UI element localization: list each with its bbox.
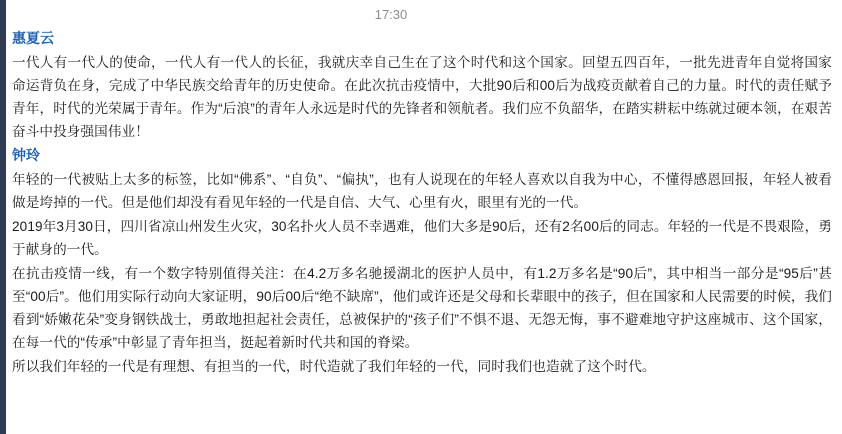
paragraph-huixiayun-1: 一代人有一代人的使命，一代人有一代人的长征，我就庆幸自己生在了这个时代和这个国家。回望五四百年，一批先进青年自觉将国家命运背负在身，完成了中华民族交给青年的历史使命。在此次抗击疫情中，大批90后和00后为战疫贡献着自己的力量。时代的责任赋予青年，时代的光荣属于青年。作为“后浪”的青年人永远是时代的先锋者和领航者。我们应不负韶华，在踏实耕耘中练就过硬本领，在艰苦奋斗中投身强国伟业！ xyxy=(12,55,832,139)
section-zhongling xyxy=(10,145,832,378)
paragraph-zhongling-1: 年轻的一代被贴上太多的标签，比如“佛系”、“自负”、“偏执”，也有人说现在的年轻人喜欢以自我为中心，不懂得感恩回报，年轻人被看做是垮掉的一代。但是他们却没有看见年轻的一代是自信、大气、心里有火，眼里有光的一代。 xyxy=(12,172,832,210)
paragraph-zhongling-3: 在抗击疫情一线，有一个数字特别值得关注：在4.2万多名驰援湖北的医护人员中，有1.2万多名是“90后”，其中相当一部分是“95后”甚至“00后”。他们用实际行动向大家证明，90后00后“绝不缺席”，他们或许还是父母和长辈眼中的孩子，但在国家和人民需要的时候，我们看到“娇嫩花朵”变身钢铁战士，勇敢地担起社会责任，总被保护的“孩子们”不惧不退、无怨无悔，事不避难地守护这座城市、这个国家，在每一代的“传承”中彰显了青年担当，挺起着新时代共和国的脊梁。 xyxy=(12,266,832,350)
paragraph-zhongling-4: 所以我们年轻的一代是有理想、有担当的一代，时代造就了我们年轻的一代，同时我们也造就了这个时代。 xyxy=(12,359,656,374)
author-name-huixiayun: 惠夏云 xyxy=(12,30,54,46)
paragraph-zhongling-2: 2019年3月30日，四川省凉山州发生火灾，30名扑火人员不幸遇难，他们大多是90后，还有2名00后的同志。年轻的一代是不畏艰险，勇于献身的一代。 xyxy=(12,219,832,257)
section-huixiayun xyxy=(10,28,832,143)
document-content xyxy=(6,0,842,434)
message-timestamp: 17:30 xyxy=(374,7,408,22)
author-name-zhongling: 钟玲 xyxy=(12,147,40,163)
